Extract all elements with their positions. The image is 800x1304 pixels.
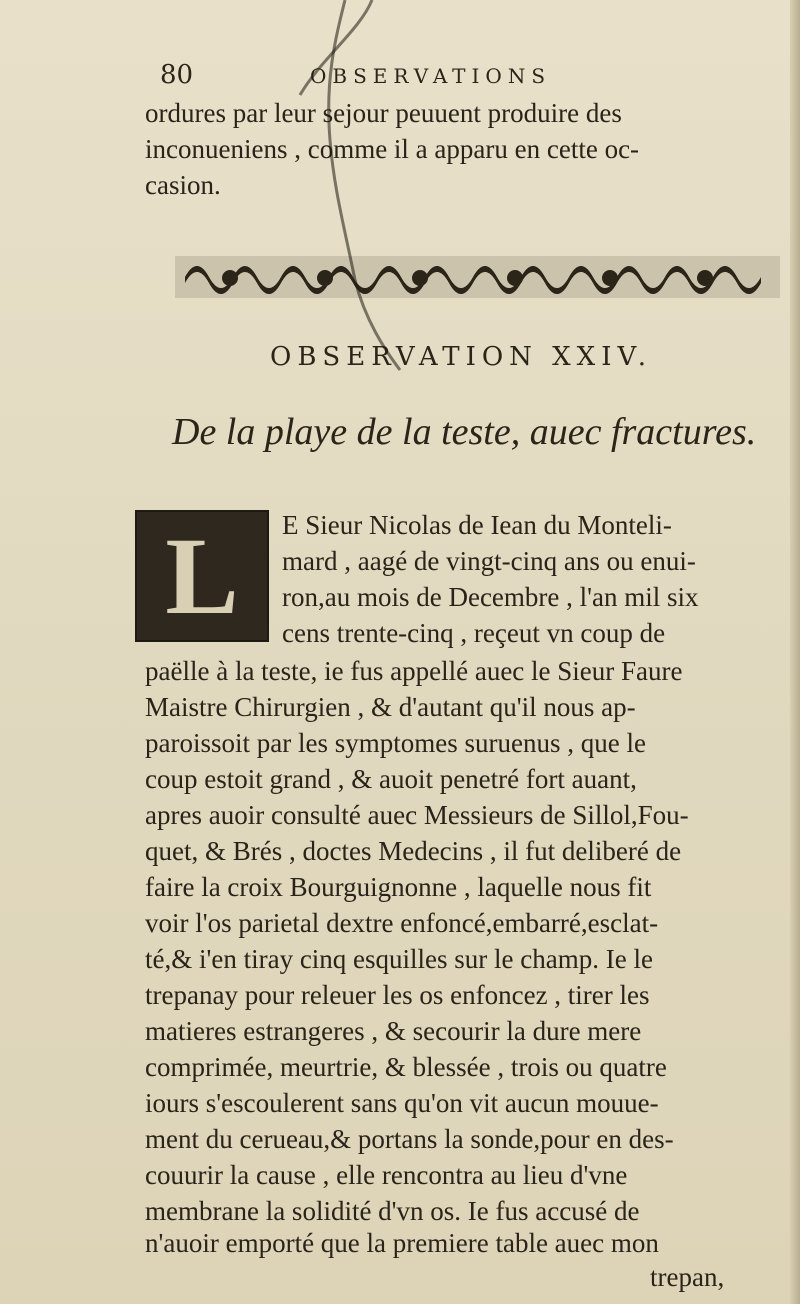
drop-cap-letter: L [165,515,239,637]
text-line: mard , aagé de vingt-cinq ans ou enui- [282,546,696,576]
text-line: matieres estrangeres , & secourir la dure mere [145,1016,642,1046]
text-line: coup estoit grand , & auoit penetré fort auant, [145,764,637,794]
text-line: té,& i'en tiray cinq esquilles sur le champ. Ie le [145,944,653,974]
observation-title: OBSERVATION XXIV. [270,342,652,372]
text-line: ron,au mois de Decembre , l'an mil six [282,582,699,612]
text-line: iours s'escoulerent sans qu'on vit aucun mouue- [145,1088,659,1118]
text-line: trepanay pour releuer les os enfoncez , tirer les [145,980,650,1010]
page-header [160,58,720,98]
running-head: OBSERVATIONS [310,64,552,88]
text-line: ment du cerueau,& portans la sonde,pour en des- [145,1124,674,1154]
text-line: cens trente-cinq , reçeut vn coup de [282,618,666,648]
observation-subtitle: De la playe de la teste, auec fractures. [172,411,757,453]
text-line: quet, & Brés , doctes Medecins , il fut deliberé de [145,836,682,866]
text-line: Maistre Chirurgien , & d'autant qu'il nous ap- [145,692,636,722]
text-line: couurir la cause , elle rencontra au lieu d'vne [145,1160,628,1190]
text-line: faire la croix Bourguignonne , laquelle nous fit [145,872,652,902]
text-line: voir l'os parietal dextre enfoncé,embarré,esclat- [145,908,659,938]
drop-cap-block [135,510,269,642]
text-line: E Sieur Nicolas de Iean du Monteli- [282,510,672,540]
text-line: paroissoit par les symptomes suruenus , que le [145,728,646,758]
catchword: trepan, [650,1262,725,1292]
continued-line: inconueniens , comme il a apparu en cette oc- [145,134,640,164]
continued-line: ordures par leur sejour peuuent produire des [145,98,622,128]
text-line: paëlle à la teste, ie fus appellé auec le Sieur Faure [145,656,683,686]
text-line: membrane la solidité d'vn os. Ie fus accusé de [145,1196,640,1226]
ornamental-band [175,252,780,302]
page-edge [790,0,800,1304]
text-line: apres auoir consulté auec Messieurs de Sillol,Fou- [145,800,689,830]
text-line: n'auoir emporté que la premiere table auec mon [145,1228,659,1258]
text-line: comprimée, meurtrie, & blessée , trois ou quatre [145,1052,667,1082]
page-number: 80 [160,60,194,90]
continued-line: casion. [145,170,221,200]
